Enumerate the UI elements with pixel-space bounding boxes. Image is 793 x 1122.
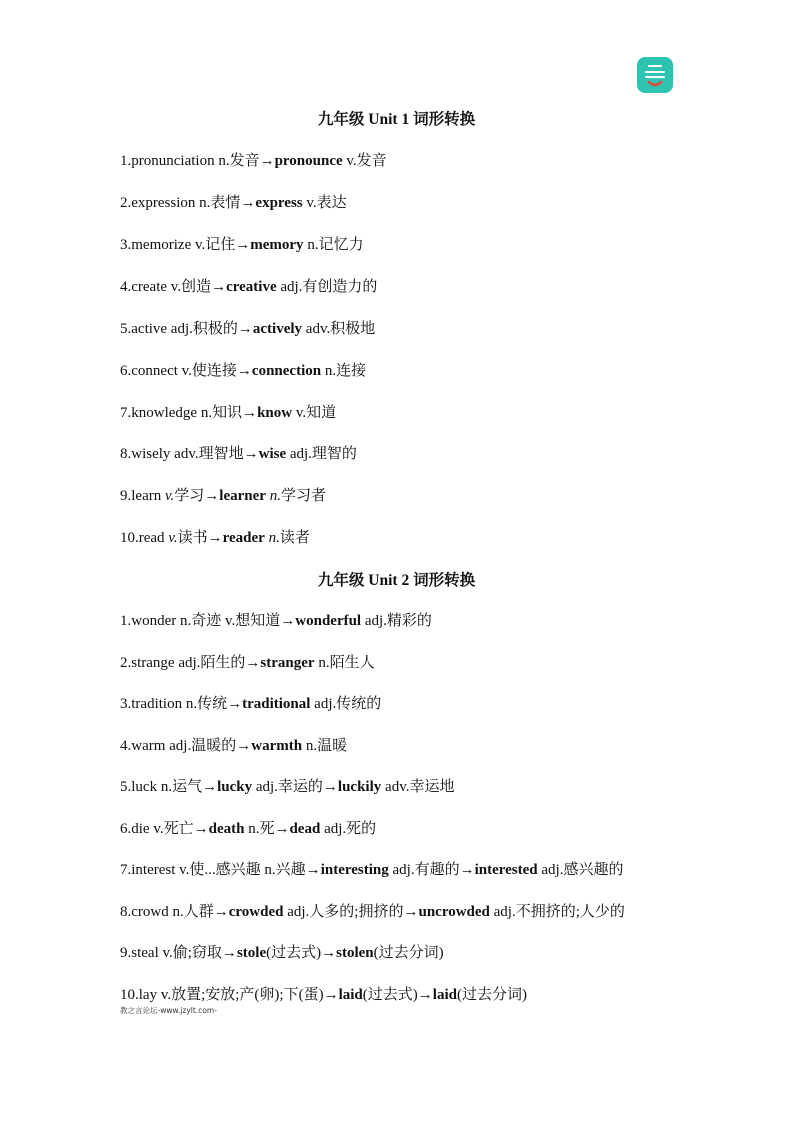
vocab-entry xyxy=(120,941,444,962)
entry-text: n.温暖 xyxy=(302,738,348,754)
target-word: traditional xyxy=(242,696,311,712)
entry-text: (过去式)→ xyxy=(362,987,433,1003)
target-word: stole xyxy=(236,945,267,961)
entry-text: adj.幸运的→ xyxy=(252,779,338,795)
entry-text: 10.lay v.放置;安放;产(卵);下(蛋)→ xyxy=(120,987,339,1003)
target-word: learner xyxy=(219,488,266,504)
entry-text: (过去分词) xyxy=(373,945,444,961)
entry-text: n.陌生人 xyxy=(314,655,375,671)
section-title: 九年级 Unit 1 词形转换 xyxy=(317,111,476,128)
entry-text: 9.learn xyxy=(120,488,165,504)
vocab-entry xyxy=(120,317,375,338)
entry-text: 4.warm adj.温暖的→ xyxy=(120,738,252,754)
entry-text: adj.人多的;拥挤的→ xyxy=(283,904,419,920)
entry-text: adj.死的 xyxy=(320,821,377,837)
entry-text: 6.connect v.使连接→ xyxy=(120,363,252,379)
vocab-entry xyxy=(120,401,336,422)
menu-list-icon xyxy=(637,57,673,93)
entry-text: adj.有趣的→ xyxy=(388,862,475,878)
entry-text: 1.pronunciation n.发音→ xyxy=(120,153,275,169)
vocab-entry xyxy=(120,359,366,380)
vocab-entry xyxy=(120,858,623,879)
target-word: wonderful xyxy=(295,613,362,629)
vocab-entry xyxy=(120,983,527,1004)
vocab-entry xyxy=(120,191,347,212)
target-word: pronounce xyxy=(274,153,343,169)
vocab-entry xyxy=(120,233,364,254)
entry-text: 7.knowledge n.知识→ xyxy=(120,405,258,421)
vocab-entry xyxy=(120,692,381,713)
target-word: actively xyxy=(252,321,303,337)
vocab-entry xyxy=(120,442,357,463)
target-word: stranger xyxy=(260,655,315,671)
target-word: warmth xyxy=(251,738,303,754)
target-word: express xyxy=(255,195,303,211)
footer-text: 教之言论坛-www.jzylt.com- xyxy=(120,1006,217,1015)
entry-text: 6.die v.死亡→ xyxy=(120,821,209,837)
part-of-speech: v. xyxy=(168,530,178,546)
entry-text: (过去分词) xyxy=(456,987,527,1003)
target-word: dead xyxy=(289,821,321,837)
target-word: wise xyxy=(258,446,287,462)
entry-text: adj.感兴趣的 xyxy=(537,862,624,878)
entry-text: 5.active adj.积极的→ xyxy=(120,321,253,337)
entry-text: v.表达 xyxy=(302,195,347,211)
target-word: uncrowded xyxy=(418,904,490,920)
entry-text: 3.tradition n.传统→ xyxy=(120,696,243,712)
part-of-speech: v. xyxy=(164,488,175,504)
entry-text: adv.幸运地 xyxy=(381,779,455,795)
entry-text: 5.luck n.运气→ xyxy=(120,779,218,795)
entry-text: (过去式)→ xyxy=(266,945,337,961)
entry-text: 学习者 xyxy=(280,488,326,504)
entry-text: n.连接 xyxy=(321,363,367,379)
entry-text: 3.memorize v.记住→ xyxy=(120,237,251,253)
target-word: laid xyxy=(338,987,363,1003)
entry-text: 9.steal v.偷;窃取→ xyxy=(120,945,237,961)
entry-text: 读书→ xyxy=(177,530,223,546)
vocab-entry xyxy=(120,651,375,672)
entry-text: adj.有创造力的 xyxy=(276,279,378,295)
target-word: crowded xyxy=(228,904,284,920)
target-word: know xyxy=(257,405,293,421)
entry-text: n.记忆力 xyxy=(303,237,364,253)
vocab-entry xyxy=(120,484,326,505)
entry-text: 2.expression n.表情→ xyxy=(120,195,256,211)
vocab-entry xyxy=(120,275,377,296)
vocab-entry xyxy=(120,149,387,170)
entry-text: 4.create v.创造→ xyxy=(120,279,227,295)
entry-text: 8.crowd n.人群→ xyxy=(120,904,229,920)
target-word: interested xyxy=(474,862,538,878)
entry-text: n.死→ xyxy=(244,821,290,837)
entry-text: adj.精彩的 xyxy=(361,613,432,629)
target-word: luckily xyxy=(337,779,382,795)
vocab-entry xyxy=(120,817,376,838)
part-of-speech: n. xyxy=(268,530,280,546)
target-word: lucky xyxy=(217,779,253,795)
target-word: laid xyxy=(432,987,457,1003)
entry-text: 读者 xyxy=(279,530,310,546)
part-of-speech: n. xyxy=(269,488,281,504)
vocab-entry xyxy=(120,900,625,921)
vocab-entry xyxy=(120,526,310,547)
entry-text: 1.wonder n.奇迹 v.想知道→ xyxy=(120,613,296,629)
target-word: memory xyxy=(250,237,304,253)
target-word: creative xyxy=(226,279,277,295)
entry-text: adv.积极地 xyxy=(302,321,376,337)
entry-text: 7.interest v.使...感兴趣 n.兴趣→ xyxy=(120,862,321,878)
entry-text: adj.不拥挤的;人少的 xyxy=(489,904,625,920)
target-word: stolen xyxy=(336,945,374,961)
vocab-entry xyxy=(120,609,432,630)
entry-text: adj.传统的 xyxy=(310,696,382,712)
entry-text: 8.wisely adv.理智地→ xyxy=(120,446,259,462)
entry-text: 10.read xyxy=(120,530,169,546)
entry-text: 2.strange adj.陌生的→ xyxy=(120,655,261,671)
target-word: connection xyxy=(251,363,322,379)
vocab-entry xyxy=(120,734,347,755)
vocab-entry xyxy=(120,775,454,796)
target-word: interesting xyxy=(320,862,389,878)
section-title: 九年级 Unit 2 词形转换 xyxy=(317,572,476,589)
entry-text: adj.理智的 xyxy=(286,446,357,462)
entry-text: 学习→ xyxy=(174,488,220,504)
target-word: reader xyxy=(222,530,265,546)
entry-text: v.知道 xyxy=(292,405,337,421)
entry-text: v.发音 xyxy=(342,153,387,169)
site-logo xyxy=(637,57,673,93)
target-word: death xyxy=(208,821,245,837)
